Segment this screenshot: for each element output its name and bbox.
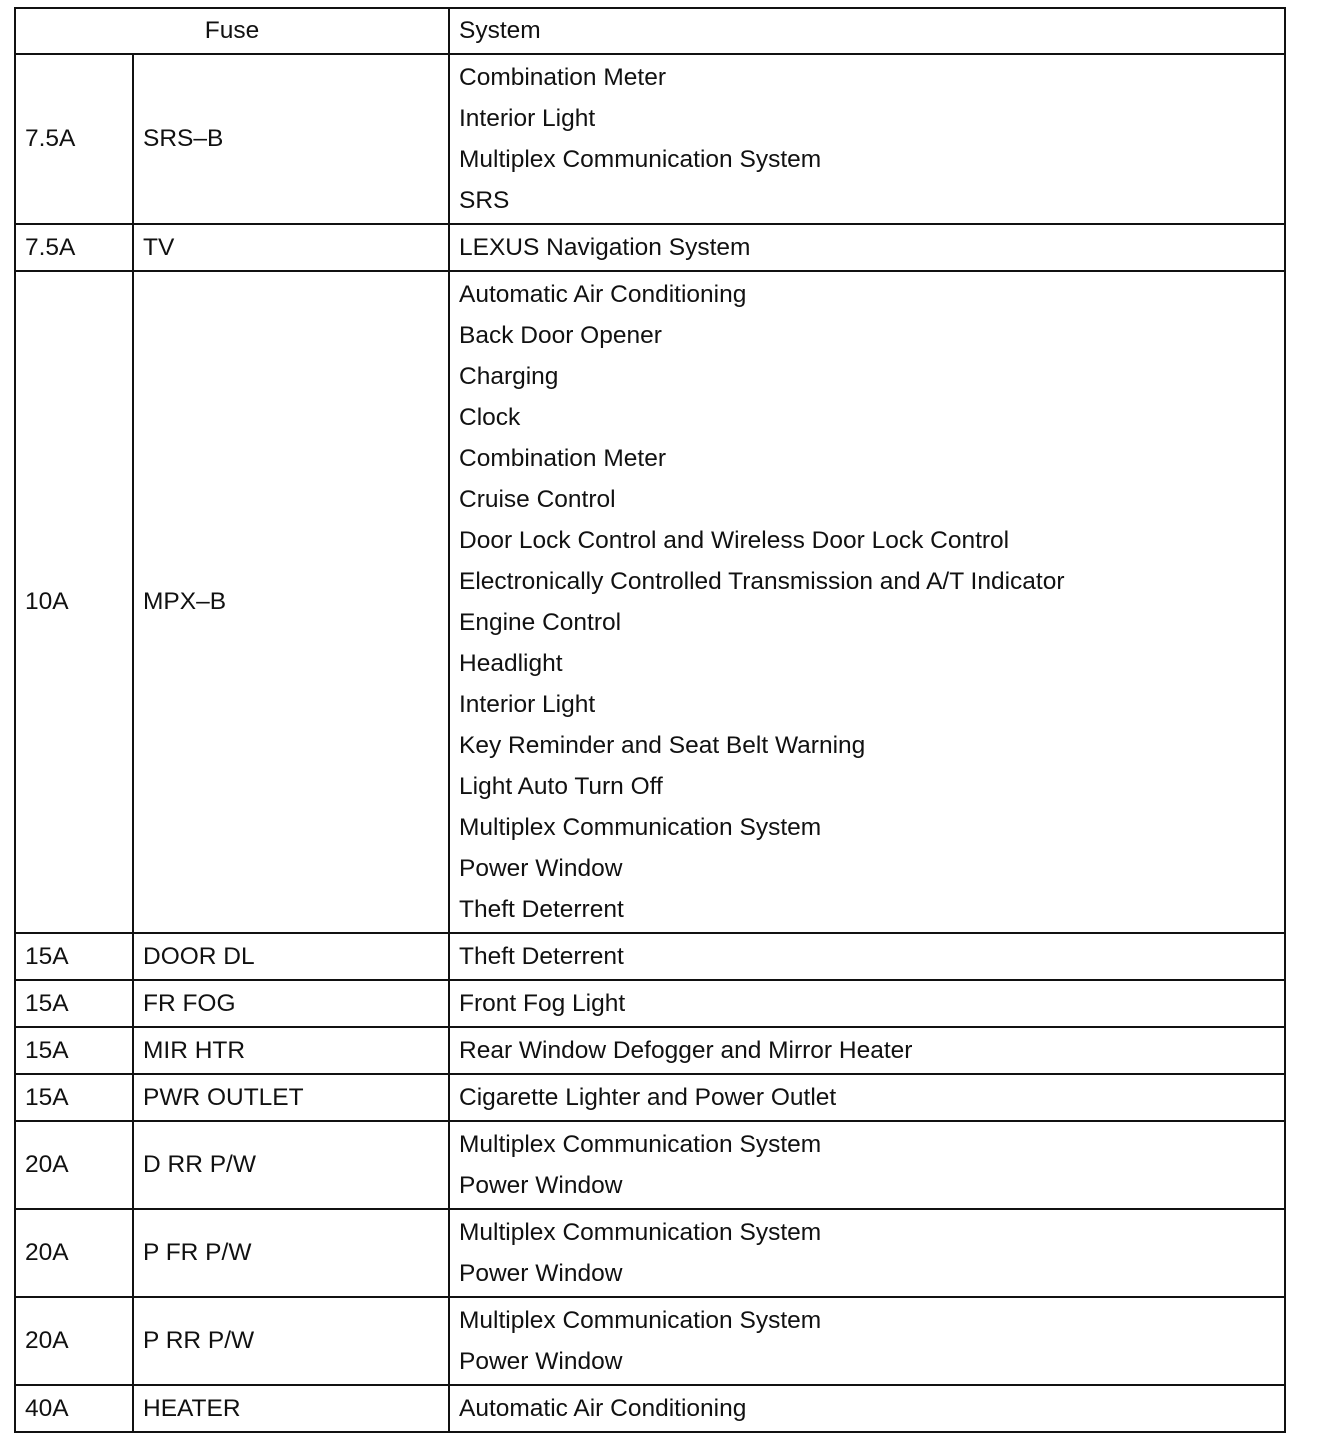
system-item: Theft Deterrent	[459, 943, 624, 970]
table-row	[15, 1385, 1285, 1432]
fuse-amperage-cell: 15A	[15, 1074, 133, 1121]
table-row	[15, 224, 1285, 271]
system-item: Combination Meter	[459, 64, 666, 91]
system-item: Multiplex Communication System	[459, 146, 822, 173]
fuse-amperage-cell: 10A	[15, 271, 133, 933]
fuse-system-table	[14, 7, 1286, 1433]
system-item: Door Lock Control and Wireless Door Lock Control	[459, 527, 1010, 554]
system-list-cell	[449, 271, 1285, 933]
fuse-name-cell: MIR HTR	[133, 1027, 449, 1074]
table-row	[15, 271, 1285, 933]
fuse-name-cell: PWR OUTLET	[133, 1074, 449, 1121]
table-row	[15, 1297, 1285, 1385]
fuse-amperage-cell: 7.5A	[15, 224, 133, 271]
system-list-cell	[449, 54, 1285, 224]
system-list-cell	[449, 1121, 1285, 1209]
system-list-cell	[449, 1074, 1285, 1121]
fuse-amperage-cell: 20A	[15, 1297, 133, 1385]
system-item: Interior Light	[459, 105, 596, 132]
system-item: Charging	[459, 363, 559, 390]
system-item: Clock	[459, 404, 521, 431]
system-item: Electronically Controlled Transmission and A/T Indicator	[459, 568, 1065, 595]
table-header-row	[15, 8, 1285, 54]
system-item: Combination Meter	[459, 445, 666, 472]
system-item: Power Window	[459, 1260, 623, 1287]
table-row	[15, 54, 1285, 224]
system-item: Multiplex Communication System	[459, 1307, 822, 1334]
system-item: Power Window	[459, 1172, 623, 1199]
fuse-amperage-cell: 7.5A	[15, 54, 133, 224]
table-row	[15, 1074, 1285, 1121]
system-item: Headlight	[459, 650, 563, 677]
system-item: Automatic Air Conditioning	[459, 281, 747, 308]
system-item: Multiplex Communication System	[459, 1131, 822, 1158]
fuse-name-cell: DOOR DL	[133, 933, 449, 980]
fuse-amperage-cell: 20A	[15, 1209, 133, 1297]
system-item: Interior Light	[459, 691, 596, 718]
fuse-name-cell: HEATER	[133, 1385, 449, 1432]
fuse-amperage-cell: 15A	[15, 1027, 133, 1074]
fuse-amperage-cell: 40A	[15, 1385, 133, 1432]
system-item: Theft Deterrent	[459, 896, 624, 923]
system-list-cell	[449, 1027, 1285, 1074]
table-row	[15, 1121, 1285, 1209]
system-item: LEXUS Navigation System	[459, 234, 751, 261]
system-item: Automatic Air Conditioning	[459, 1395, 747, 1422]
fuse-amperage-cell: 15A	[15, 933, 133, 980]
fuse-name-cell: P FR P/W	[133, 1209, 449, 1297]
system-list-cell	[449, 1209, 1285, 1297]
system-item: Front Fog Light	[459, 990, 626, 1017]
table-row	[15, 933, 1285, 980]
system-list-cell	[449, 224, 1285, 271]
system-item: Cigarette Lighter and Power Outlet	[459, 1084, 837, 1111]
fuse-amperage-cell: 15A	[15, 980, 133, 1027]
table-row	[15, 1027, 1285, 1074]
system-item: Multiplex Communication System	[459, 1219, 822, 1246]
system-item: SRS	[459, 187, 510, 214]
fuse-name-cell: FR FOG	[133, 980, 449, 1027]
table-row	[15, 1209, 1285, 1297]
system-list-cell	[449, 980, 1285, 1027]
fuse-column-header: Fuse	[15, 8, 449, 54]
system-item: Cruise Control	[459, 486, 616, 513]
system-item: Power Window	[459, 1348, 623, 1375]
system-list-cell	[449, 1297, 1285, 1385]
fuse-amperage-cell: 20A	[15, 1121, 133, 1209]
system-column-header: System	[449, 8, 1285, 54]
fuse-table-body	[15, 54, 1285, 1432]
system-item: Back Door Opener	[459, 322, 662, 349]
fuse-name-cell: D RR P/W	[133, 1121, 449, 1209]
system-item: Power Window	[459, 855, 623, 882]
fuse-name-cell: P RR P/W	[133, 1297, 449, 1385]
system-item: Rear Window Defogger and Mirror Heater	[459, 1037, 913, 1064]
fuse-name-cell: MPX–B	[133, 271, 449, 933]
fuse-name-cell: SRS–B	[133, 54, 449, 224]
system-item: Engine Control	[459, 609, 622, 636]
system-item: Light Auto Turn Off	[459, 773, 663, 800]
system-list-cell	[449, 933, 1285, 980]
system-item: Key Reminder and Seat Belt Warning	[459, 732, 866, 759]
fuse-name-cell: TV	[133, 224, 449, 271]
system-item: Multiplex Communication System	[459, 814, 822, 841]
table-row	[15, 980, 1285, 1027]
system-list-cell	[449, 1385, 1285, 1432]
